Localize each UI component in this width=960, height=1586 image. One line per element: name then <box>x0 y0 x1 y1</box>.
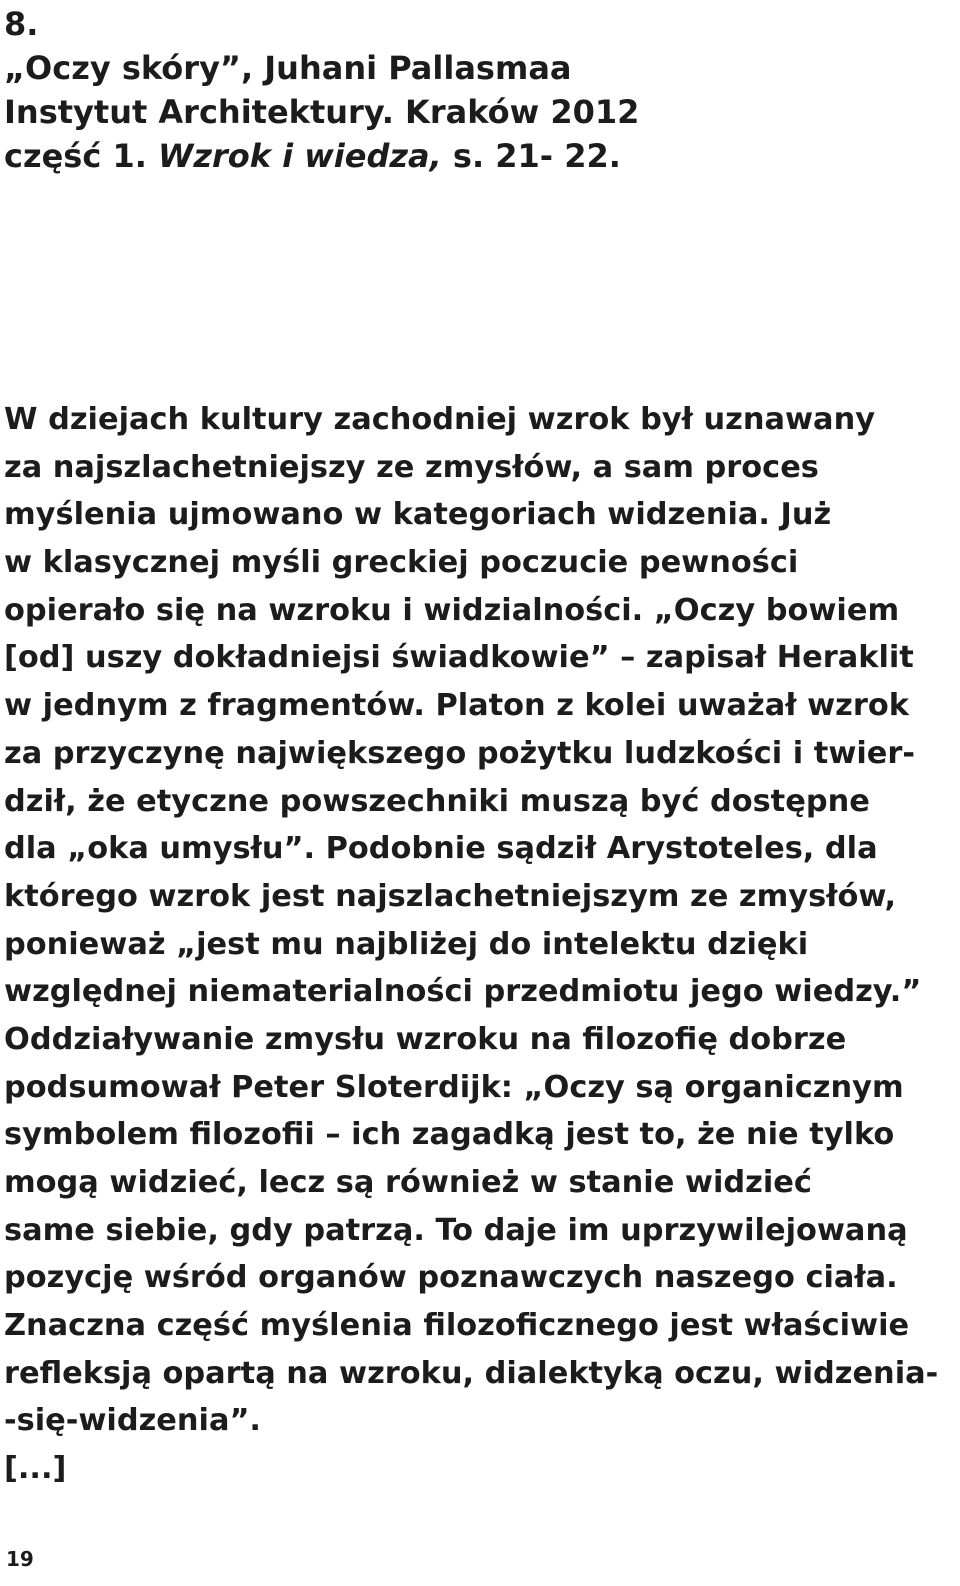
text-line: którego wzrok jest najszlachetniejszym ze zmysłów, <box>4 878 897 914</box>
text-line: same siebie, gdy patrzą. To daje im uprzywilejowaną <box>4 1212 908 1248</box>
text-line: [...] <box>4 1451 67 1487</box>
citation-number: 8. <box>4 5 39 43</box>
text-line: dził, że etyczne powszechniki muszą być dostępne <box>4 783 870 819</box>
citation-title: „Oczy skóry”, Juhani Pallasmaa <box>4 49 572 87</box>
text-line: myślenia ujmowano w kategoriach widzenia. Już <box>4 497 832 533</box>
citation-chapter-pages: s. 21- 22. <box>441 137 621 175</box>
text-line: refleksją opartą na wzroku, dialektyką oczu, widzenia- <box>4 1355 939 1391</box>
text-line: opierało się na wzroku i widzialności. „Oczy bowiem <box>4 592 900 628</box>
text-line: dla „oka umysłu”. Podobnie sądził Arystoteles, dla <box>4 831 878 867</box>
text-line: w jednym z fragmentów. Platon z kolei uważał wzrok <box>4 688 909 724</box>
page-number: 19 <box>6 1547 34 1571</box>
text-line: za najszlachetniejszy ze zmysłów, a sam proces <box>4 449 819 485</box>
text-line: w klasycznej myśli greckiej poczucie pewności <box>4 545 799 581</box>
citation-chapter-title: Wzrok i wiedza, <box>158 137 442 175</box>
text-line: pozycję wśród organów poznawczych naszego ciała. <box>4 1260 898 1296</box>
text-line: Znaczna część myślenia filozoficznego jest właściwie <box>4 1308 910 1344</box>
text-line: względnej niematerialności przedmiotu jego wiedzy.” <box>4 974 922 1010</box>
quotation-text <box>4 396 938 1493</box>
text-line: -się-widzenia”. <box>4 1403 261 1439</box>
text-line: podsumował Peter Sloterdijk: „Oczy są organicznym <box>4 1069 904 1105</box>
citation-header <box>4 2 639 178</box>
text-line: Oddziaływanie zmysłu wzroku na filozofię dobrze <box>4 1021 847 1057</box>
text-line: ponieważ „jest mu najbliżej do intelektu dzięki <box>4 926 809 962</box>
citation-chapter <box>4 134 639 178</box>
text-line: za przyczynę największego pożytku ludzkości i twier- <box>4 735 916 771</box>
citation-chapter-prefix: część 1. <box>4 137 159 175</box>
text-line: mogą widzieć, lecz są również w stanie widzieć <box>4 1165 812 1200</box>
text-line: symbolem filozofii – ich zagadką jest to, że nie tylko <box>4 1117 895 1153</box>
text-line: [od] uszy dokładniejsi świadkowie” – zapisał Heraklit <box>4 640 914 676</box>
text-line: W dziejach kultury zachodniej wzrok był uznawany <box>4 402 876 437</box>
citation-publisher: Instytut Architektury. Kraków 2012 <box>4 93 640 131</box>
